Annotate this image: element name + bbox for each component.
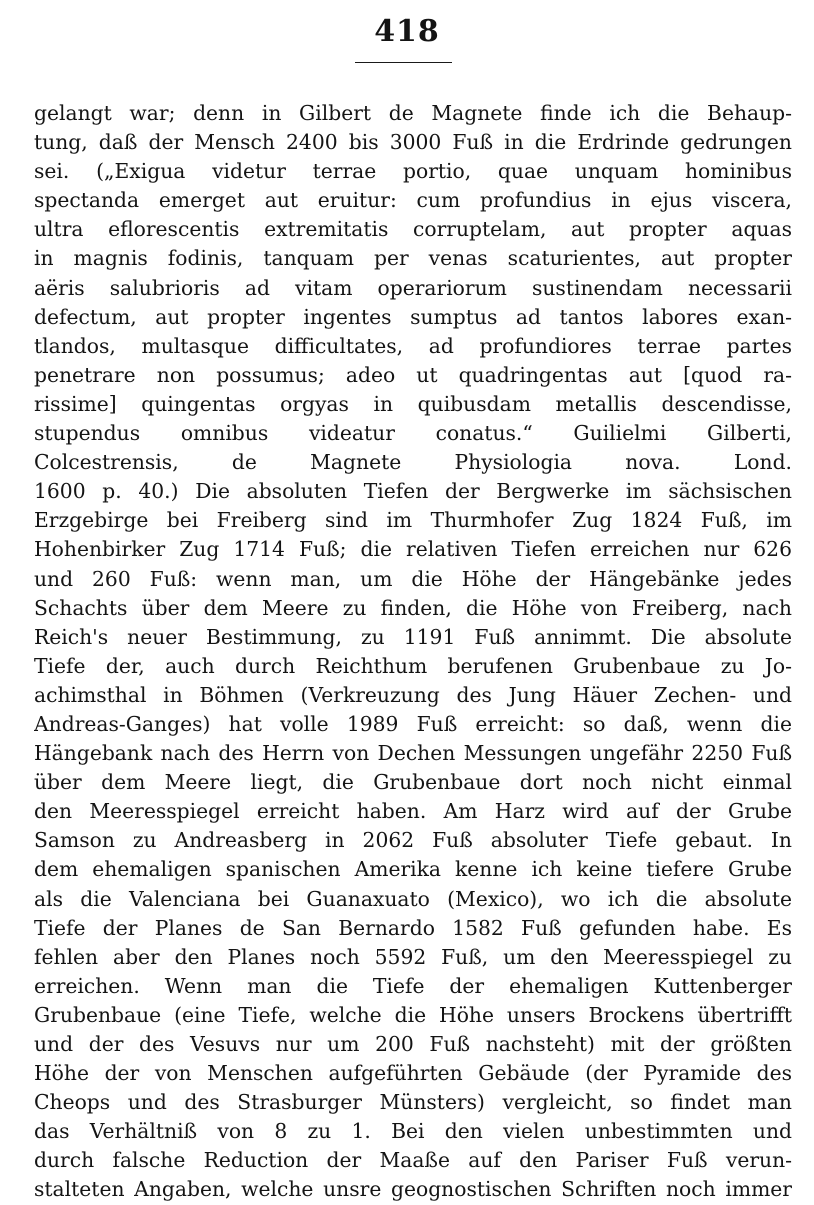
text-line: durch falsche Reduction der Maaße auf den Pariser Fuß verun- (34, 1148, 792, 1173)
text-line: als die Valenciana bei Guanaxuato (Mexico), wo ich die absolute (34, 886, 792, 911)
text-line: ultra eflorescentis extremitatis corruptelam, aut propter aquas (34, 217, 792, 242)
body-text (34, 99, 792, 1205)
text-line: Andreas-Ganges) hat volle 1989 Fuß erreicht: so daß, wenn die (34, 711, 792, 736)
text-line: Hohenbirker Zug 1714 Fuß; die relativen Tiefen erreichen nur 626 (34, 537, 792, 562)
text-line: Hängebank nach des Herrn von Dechen Messungen ungefähr 2250 Fuß (34, 741, 792, 766)
text-line: Schachts über dem Meere zu finden, die Höhe von Freiberg, nach (34, 595, 792, 620)
text-line: gelangt war; denn in Gilbert de Magnete finde ich die Behaup- (34, 101, 792, 125)
text-line: tung, daß der Mensch 2400 bis 3000 Fuß in die Erdrinde gedrungen (34, 130, 792, 155)
page-number: 418 (374, 14, 440, 49)
text-line: aëris salubrioris ad vitam operariorum sustinendam necessarii (34, 275, 792, 300)
text-line: und der des Vesuvs nur um 200 Fuß nachsteht) mit der größten (34, 1032, 792, 1056)
text-line: spectanda emerget aut eruitur: cum profundius in ejus viscera, (34, 188, 792, 213)
text-line: achimsthal in Böhmen (Verkreuzung des Jung Häuer Zechen- und (34, 682, 792, 707)
text-line: defectum, aut propter ingentes sumptus ad tantos labores exan- (34, 304, 792, 329)
text-line: tlandos, multasque difficultates, ad profundiores terrae partes (34, 333, 792, 358)
text-line: das Verhältniß von 8 zu 1. Bei den vielen unbestimmten und (34, 1119, 792, 1144)
text-line: Reich's neuer Bestimmung, zu 1191 Fuß annimmt. Die absolute (34, 624, 792, 649)
text-line: in magnis fodinis, tanquam per venas scaturientes, aut propter (34, 246, 792, 271)
text-line: erreichen. Wenn man die Tiefe der ehemaligen Kuttenberger (34, 973, 792, 998)
text-line: über dem Meere liegt, die Grubenbaue dort noch nicht einmal (34, 770, 792, 795)
text-line: Colcestrensis, de Magnete Physiologia nova. Lond. (34, 450, 792, 475)
text-line: dem ehemaligen spanischen Amerika kenne ich keine tiefere Grube (34, 857, 792, 882)
text-line: Grubenbaue (eine Tiefe, welche die Höhe unsers Brockens übertrifft (34, 1002, 792, 1027)
text-line: und 260 Fuß: wenn man, um die Höhe der Hängebänke jedes (34, 566, 792, 591)
text-line: Tiefe der, auch durch Reichthum berufenen Grubenbaue zu Jo- (34, 653, 792, 678)
header-rule (355, 62, 452, 63)
text-line: 1600 p. 40.) Die absoluten Tiefen der Bergwerke im sächsischen (34, 479, 792, 504)
text-line: Cheops und des Strasburger Münsters) vergleicht, so findet man (34, 1090, 792, 1115)
text-line: Samson zu Andreasberg in 2062 Fuß absoluter Tiefe gebaut. In (34, 828, 792, 853)
text-line: Erzgebirge bei Freiberg sind im Thurmhofer Zug 1824 Fuß, im (34, 508, 792, 533)
text-line: fehlen aber den Planes noch 5592 Fuß, um den Meeresspiegel zu (34, 944, 792, 969)
text-line: rissime] quingentas orgyas in quibusdam metallis descendisse, (34, 391, 792, 416)
text-line: Tiefe der Planes de San Bernardo 1582 Fuß gefunden habe. Es (34, 915, 792, 940)
text-line: Höhe der von Menschen aufgeführten Gebäude (der Pyramide des (34, 1061, 792, 1086)
text-line: sei. („Exigua videtur terrae portio, quae unquam hominibus (34, 159, 792, 184)
text-line: penetrare non possumus; adeo ut quadringentas aut [quod ra- (34, 362, 792, 387)
text-line: stalteten Angaben, welche unsre geognostischen Schriften noch immer (34, 1177, 792, 1202)
text-line: den Meeresspiegel erreicht haben. Am Harz wird auf der Grube (34, 799, 792, 824)
text-line: stupendus omnibus videatur conatus.“ Guilielmi Gilberti, (34, 421, 792, 446)
